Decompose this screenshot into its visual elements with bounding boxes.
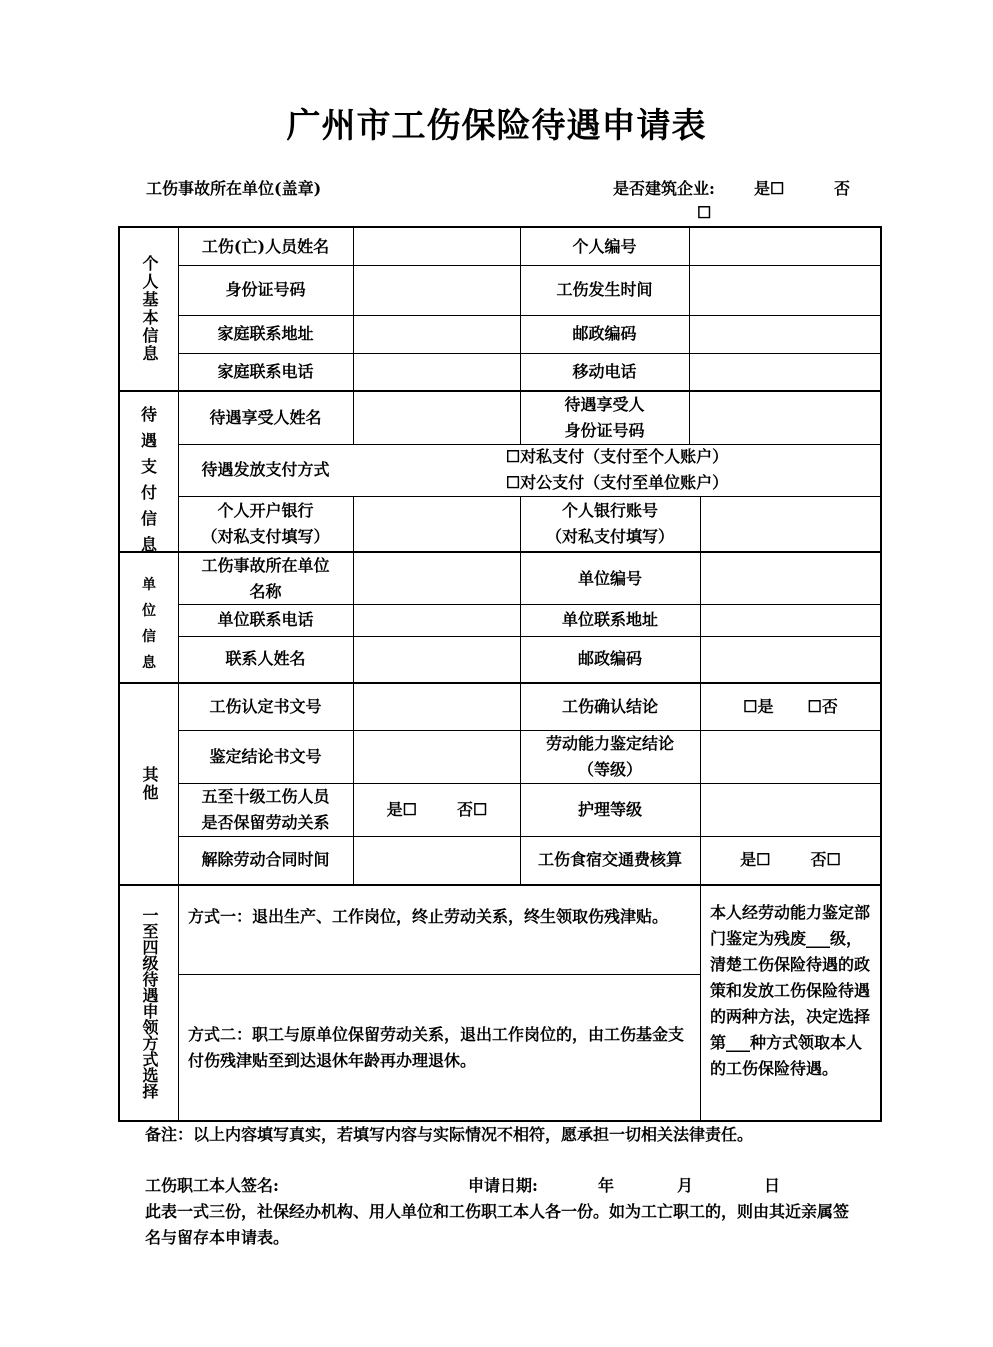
field-mobile[interactable] [690,353,880,390]
construction-label: 是否建筑企业: [613,179,715,198]
label-injured-name: 工伤(亡)人员姓名 [201,236,330,256]
field-unit-phone[interactable] [354,604,520,636]
section-choice [120,886,178,1120]
label-line: 五至十级工伤人员 [201,786,330,806]
section-payment-char: 支 [140,456,157,476]
section-personal [120,228,178,390]
retain-no-checkbox[interactable]: 否☐ [457,799,488,819]
disclaimer-note: 备注：以上内容填写真实，若填写内容与实际情况不相符，愿承担一切相关法律责任。 [145,1125,754,1144]
field-personal-no[interactable] [690,228,880,265]
label-beneficiary-id [520,392,689,444]
date-month: 月 [677,1176,694,1195]
label-beneficiary-name: 待遇享受人姓名 [209,408,322,427]
section-unit-char: 单 [142,576,156,593]
field-terminate-time[interactable] [354,836,520,884]
section-payment-char: 息 [140,534,157,554]
label-line: （等级） [577,759,642,779]
section-unit [120,553,178,682]
field-contact-name[interactable] [354,636,520,682]
section-personal-label: 个人基本信息 [140,255,159,363]
unit-stamp-label: 工伤事故所在单位(盖章) [146,179,322,198]
retain-yes-checkbox[interactable]: 是☐ [386,799,417,819]
label-ability-conclusion [520,730,700,783]
copies-note: 此表一式三份，社保经办机构、用人单位和工伤职工本人各一份。如为工亡职工的，则由其近亲属签名与留存本申请表。 [145,1202,850,1247]
section-payment-char: 待 [140,404,157,424]
field-unit-address[interactable] [701,604,880,636]
label-appraisal-no: 鉴定结论书文号 [209,746,322,766]
section-unit-char: 信 [142,628,156,645]
option-one-text[interactable]: 方式一：退出生产、工作岗位，终止劳动关系，终生领取伤残津贴。 [188,907,669,926]
label-unit-postcode: 邮政编码 [577,649,642,668]
choice-statement: 本人经劳动能力鉴定部门鉴定为残废___级，清楚工伤保险待遇的政策和发放工伤保险待遇的两种方法，决定选择第___种方式领取本人的工伤保险待遇。 [710,903,871,1078]
section-payment [120,392,178,554]
label-injury-time: 工伤发生时间 [556,280,653,299]
label-line: 个人银行账号 [561,500,658,520]
label-bank [178,496,353,551]
label-line: 劳动能力鉴定结论 [545,733,674,753]
field-home-address[interactable] [354,315,520,353]
page-title: 广州市工伤保险待遇申请表 [286,106,707,146]
section-unit-char: 息 [142,654,156,671]
meal-transport-options [701,836,880,884]
construction-yes-checkbox[interactable]: 是☐ [754,179,785,198]
option-two-text[interactable]: 方式二：职工与原单位保留劳动关系，退出工作岗位的，由工伤基金支付伤残津贴至到达退休年龄再办理退休。 [188,1025,685,1070]
date-day: 日 [764,1176,781,1195]
private-payment-checkbox[interactable]: ☐对私支付（支付至个人账户） [505,447,729,466]
label-retain-relation [178,783,353,836]
label-payment-method: 待遇发放支付方式 [201,460,330,479]
label-unit-phone: 单位联系电话 [217,610,314,629]
section-unit-char: 位 [142,602,156,619]
label-unit-no: 单位编号 [577,568,642,588]
label-unit-name [178,553,353,604]
field-nursing-level[interactable] [701,783,880,836]
section-other-label: 其他 [140,766,159,802]
confirm-yes-checkbox[interactable]: ☐是 [743,697,774,716]
label-personal-no: 个人编号 [572,236,637,256]
section-payment-char: 付 [140,482,157,502]
construction-no-checkbox[interactable]: ☐ [697,203,712,222]
field-unit-name[interactable] [354,553,520,604]
meal-no-checkbox[interactable]: 否☐ [810,850,841,869]
field-unit-no[interactable] [701,553,880,604]
label-terminate-time: 解除劳动合同时间 [201,850,330,869]
label-cert-no: 工伤认定书文号 [209,697,322,716]
label-line: 是否保留劳动关系 [201,812,330,832]
signature-label: 工伤职工本人签名: [145,1176,279,1195]
label-line: （对私支付填写） [201,526,330,546]
field-beneficiary-name[interactable] [354,392,520,444]
date-year: 年 [598,1176,615,1195]
label-line: 个人开户银行 [217,500,314,520]
section-other [120,684,178,884]
section-payment-char: 信 [140,508,157,528]
confirm-no-checkbox[interactable]: ☐否 [807,697,838,716]
label-injury-confirm: 工伤确认结论 [561,697,658,716]
label-home-address: 家庭联系地址 [217,324,314,343]
field-injury-time[interactable] [690,265,880,315]
construction-no-label: 否 [834,179,851,198]
field-unit-postcode[interactable] [701,636,880,682]
label-bank-account [520,496,700,551]
field-beneficiary-id[interactable] [690,392,880,444]
label-mobile: 移动电话 [572,361,637,381]
label-line: 名称 [249,581,282,601]
application-form [118,226,882,1122]
field-ability-conclusion[interactable] [701,730,880,783]
field-injured-name[interactable] [354,228,520,265]
field-appraisal-no[interactable] [354,730,520,783]
section-payment-char: 遇 [140,430,157,450]
label-nursing-level: 护理等级 [577,799,642,819]
label-line: 工伤事故所在单位 [201,555,330,575]
label-line: 待遇享受人 [564,395,645,414]
injury-confirm-options [701,684,880,730]
retain-relation-options [354,783,520,836]
payment-method-options [354,444,880,496]
field-cert-no[interactable] [354,684,520,730]
section-choice-label: 一至四级待遇申领方式选择 [140,907,159,1099]
field-id-no[interactable] [354,265,520,315]
label-meal-transport: 工伤食宿交通费核算 [537,850,682,869]
label-postcode: 邮政编码 [572,324,637,343]
field-postcode[interactable] [690,315,880,353]
label-unit-address: 单位联系地址 [561,610,658,629]
public-payment-checkbox[interactable]: ☐对公支付（支付至单位账户） [505,473,729,492]
field-bank-account[interactable] [701,496,880,551]
date-label: 申请日期: [468,1176,538,1195]
field-home-phone[interactable] [354,353,520,390]
label-line: （对私支付填写） [545,526,674,546]
field-bank[interactable] [354,496,520,551]
label-contact-name: 联系人姓名 [225,649,306,668]
divider [120,884,880,886]
label-line: 身份证号码 [564,421,645,440]
label-home-phone: 家庭联系电话 [217,361,314,381]
label-id-no: 身份证号码 [225,280,306,299]
meal-yes-checkbox[interactable]: 是☐ [740,850,771,869]
row-line [178,974,700,975]
